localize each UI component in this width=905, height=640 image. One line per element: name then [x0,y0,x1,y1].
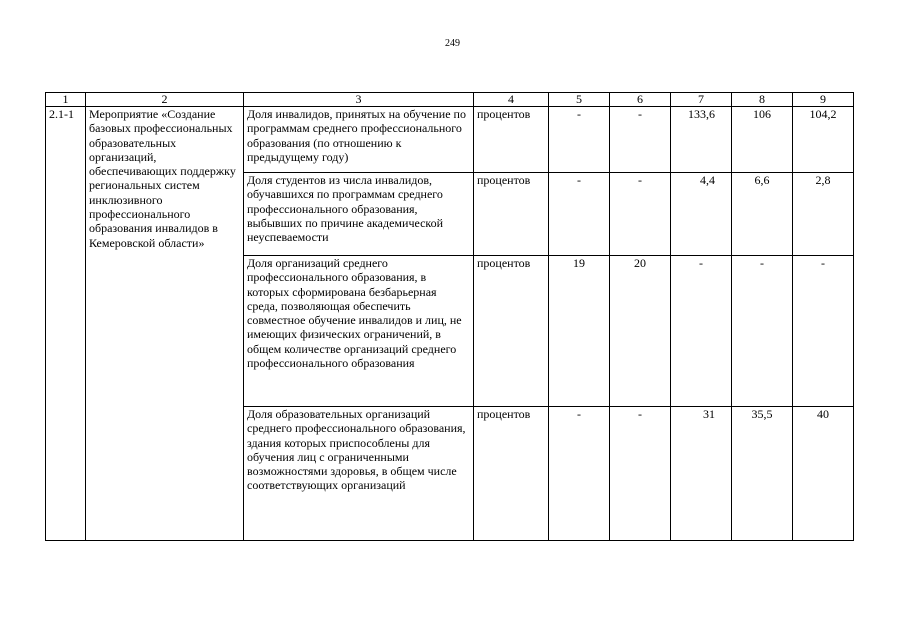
column-number: 9 [793,93,854,107]
value-cell: - [549,407,610,541]
value-cell: - [610,173,671,256]
column-number: 8 [732,93,793,107]
column-number: 7 [671,93,732,107]
table-row [46,107,854,173]
value-cell: 40 [793,407,854,541]
indicator-name: Доля образовательных организаций среднего профессионального образования, здания которых приспособлены для обучения лиц с ограниченными возможностями здоровья, в общем числе соответствующих организаций [244,407,474,541]
value-cell: 20 [610,256,671,407]
value-cell: - [610,107,671,173]
unit-cell: процентов [474,256,549,407]
column-number: 4 [474,93,549,107]
value-cell: - [671,256,732,407]
column-number: 6 [610,93,671,107]
value-cell: 2,8 [793,173,854,256]
page-number: 249 [445,38,460,49]
measure-name: Мероприятие «Создание базовых профессиональных образовательных организаций, обеспечивающих поддержку региональных систем инклюзивного профессионального образования инвалидов в Кемеровской области» [86,107,244,541]
program-table [45,92,854,541]
unit-cell: процентов [474,107,549,173]
value-cell: 35,5 [732,407,793,541]
unit-cell: процентов [474,407,549,541]
column-number: 2 [86,93,244,107]
value-cell: - [549,107,610,173]
value-cell: 19 [549,256,610,407]
value-cell: 4,4 [671,173,732,256]
column-number-row [46,93,854,107]
value-cell: 31 [671,407,732,541]
value-cell: 133,6 [671,107,732,173]
value-cell: - [732,256,793,407]
value-cell: 104,2 [793,107,854,173]
column-number: 5 [549,93,610,107]
measure-code: 2.1-1 [46,107,86,541]
value-cell: - [793,256,854,407]
value-cell: - [549,173,610,256]
indicator-name: Доля инвалидов, принятых на обучение по программам среднего профессионального образования (по отношению к предыдущему году) [244,107,474,173]
value-cell: 106 [732,107,793,173]
indicator-name: Доля организаций среднего профессионального образования, в которых сформирована безбарьерная среда, позволяющая обеспечить совместное обучение инвалидов и лиц, не имеющих физических ограничений, в общем количестве организаций среднего профессионального образования [244,256,474,407]
value-cell: 6,6 [732,173,793,256]
indicator-name: Доля студентов из числа инвалидов, обучавшихся по программам среднего профессионального образования, выбывших по причине академической неуспеваемости [244,173,474,256]
unit-cell: процентов [474,173,549,256]
column-number: 3 [244,93,474,107]
value-cell: - [610,407,671,541]
column-number: 1 [46,93,86,107]
